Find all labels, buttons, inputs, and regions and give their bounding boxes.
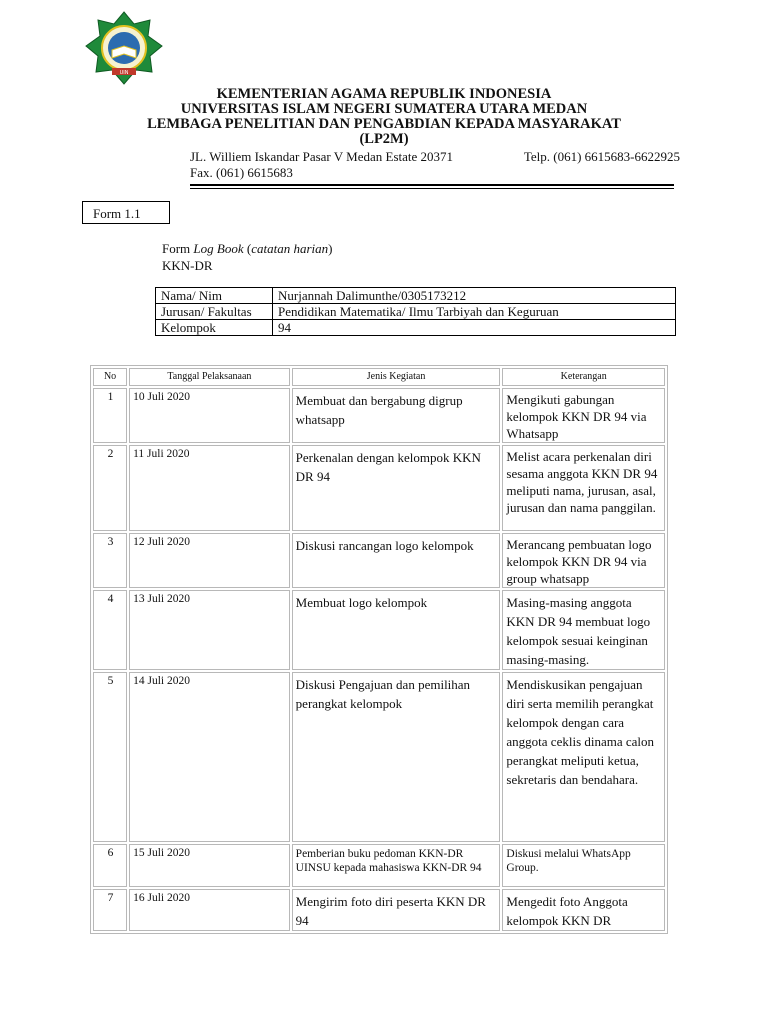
row-activity: Diskusi rancangan logo kelompok (292, 533, 501, 588)
identity-key: Kelompok (156, 320, 273, 336)
table-row (93, 388, 665, 443)
row-activity: Membuat dan bergabung digrup whatsapp (292, 388, 501, 443)
address-text: JL. Williem Iskandar Pasar V Medan Estate 20371 (190, 149, 454, 164)
row-note: Mendiskusikan pengajuan diri serta memilih perangkat kelompok dengan cara anggota ceklis dinama calon perangkat meliputi ketua, sekretaris dan bendahara. (502, 672, 665, 842)
row-date: 16 Juli 2020 (129, 889, 290, 931)
row-no: 7 (93, 889, 127, 931)
ministry-name: KEMENTERIAN AGAMA REPUBLIK INDONESIA (216, 86, 552, 102)
row-activity: Pemberian buku pedoman KKN-DR UINSU kepada mahasiswa KKN-DR 94 (292, 844, 501, 887)
row-activity: Mengirim foto diri peserta KKN DR 94 (292, 889, 501, 931)
institute-acronym: (LP2M) (359, 131, 409, 147)
row-date: 11 Juli 2020 (129, 445, 290, 531)
table-row (93, 844, 665, 887)
row-activity: Membuat logo kelompok (292, 590, 501, 670)
identity-key: Nama/ Nim (156, 288, 273, 304)
header-rule-thin (190, 188, 674, 189)
col-header-date: Tanggal Pelaksanaan (129, 368, 290, 386)
address-block (190, 149, 680, 181)
program-name: KKN-DR (162, 258, 213, 273)
row-date: 12 Juli 2020 (129, 533, 290, 588)
identity-row (156, 304, 676, 320)
logbook-table (90, 365, 668, 934)
form-title-logbook: Log Book (193, 241, 244, 256)
form-code-box (82, 201, 170, 224)
row-note: Mengikuti gabungan kelompok KKN DR 94 via Whatsapp (502, 388, 665, 443)
row-note: Diskusi melalui WhatsApp Group. (502, 844, 665, 887)
row-activity: Diskusi Pengajuan dan pemilihan perangkat kelompok (292, 672, 501, 842)
row-no: 2 (93, 445, 127, 531)
row-date: 10 Juli 2020 (129, 388, 290, 443)
table-row (93, 590, 665, 670)
form-title-catatan: catatan harian (251, 241, 329, 256)
identity-key: Jurusan/ Fakultas (156, 304, 273, 320)
form-title-prefix: Form (162, 241, 194, 256)
row-no: 6 (93, 844, 127, 887)
form-code: Form 1.1 (93, 206, 141, 221)
institution-header (0, 87, 768, 147)
row-no: 5 (93, 672, 127, 842)
row-note: Mengedit foto Anggota kelompok KKN DR (502, 889, 665, 931)
identity-row (156, 320, 676, 336)
table-row (93, 889, 665, 931)
col-header-no: No (93, 368, 127, 386)
row-no: 3 (93, 533, 127, 588)
table-row (93, 533, 665, 588)
identity-table (155, 287, 676, 336)
row-note: Masing-masing anggota KKN DR 94 membuat logo kelompok sesuai keinginan masing-masing. (502, 590, 665, 670)
fax-text: Fax. (061) 6615683 (190, 165, 293, 180)
form-title-suffix: ) (328, 241, 333, 256)
identity-value: Pendidikan Matematika/ Ilmu Tarbiyah dan Keguruan (273, 304, 676, 320)
row-date: 13 Juli 2020 (129, 590, 290, 670)
form-title (162, 240, 332, 274)
table-row (93, 672, 665, 842)
header-rule-thick (190, 184, 674, 186)
university-logo (84, 10, 164, 86)
row-date: 15 Juli 2020 (129, 844, 290, 887)
identity-value: Nurjannah Dalimunthe/0305173212 (273, 288, 676, 304)
row-activity: Perkenalan dengan kelompok KKN DR 94 (292, 445, 501, 531)
row-note: Melist acara perkenalan diri sesama anggota KKN DR 94 meliputi nama, jurusan, asal, jurusan dan nama panggilan. (502, 445, 665, 531)
row-no: 1 (93, 388, 127, 443)
col-header-note: Keterangan (502, 368, 665, 386)
row-date: 14 Juli 2020 (129, 672, 290, 842)
telp-text: Telp. (061) 6615683-6622925 (523, 149, 680, 164)
logbook-header-row (93, 368, 665, 386)
row-no: 4 (93, 590, 127, 670)
logo-label: UIN (119, 70, 129, 76)
table-row (93, 445, 665, 531)
identity-value: 94 (273, 320, 676, 336)
form-title-mid: ( (243, 241, 252, 256)
row-note: Merancang pembuatan logo kelompok KKN DR 94 via group whatsapp (502, 533, 665, 588)
identity-row (156, 288, 676, 304)
col-header-activity: Jenis Kegiatan (292, 368, 501, 386)
university-name: UNIVERSITAS ISLAM NEGERI SUMATERA UTARA MEDAN (180, 101, 588, 117)
institute-name: LEMBAGA PENELITIAN DAN PENGABDIAN KEPADA MASYARAKAT (147, 116, 621, 132)
